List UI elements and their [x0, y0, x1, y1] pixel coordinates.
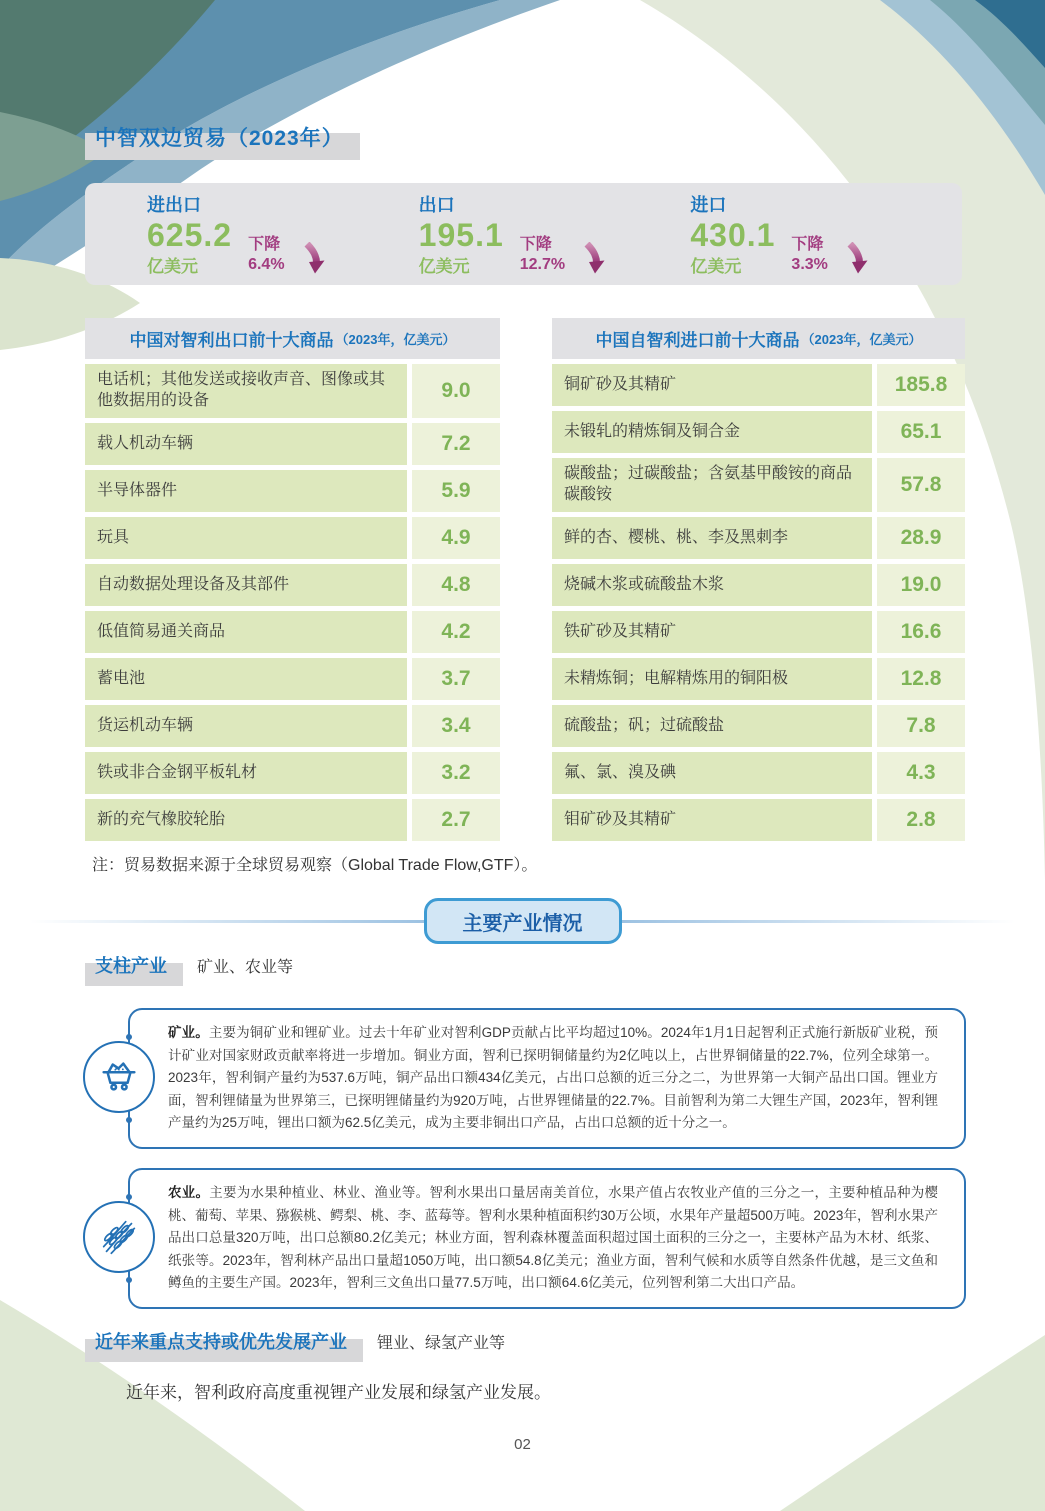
commodity-name: 铁矿砂及其精矿: [552, 611, 872, 653]
commodity-value: 7.8: [877, 705, 965, 747]
table-subtitle: （2023年，亿美元）: [801, 332, 922, 347]
priority-industries-row: [95, 1328, 505, 1354]
commodity-name: 低值简易通关商品: [85, 611, 407, 653]
commodity-name: 货运机动车辆: [85, 705, 407, 747]
down-arrow-icon: [844, 242, 869, 277]
commodity-name: 钼矿砂及其精矿: [552, 799, 872, 841]
commodity-value: 3.2: [412, 752, 500, 794]
commodity-name: 未锻轧的精炼铜及铜合金: [552, 411, 872, 453]
commodity-value: 16.6: [877, 611, 965, 653]
divider-line: [30, 920, 424, 923]
table-header: [552, 318, 965, 359]
change-label: 下降: [248, 235, 281, 253]
stat-unit: 亿美元: [690, 257, 742, 277]
stat-value: 430.1: [690, 216, 776, 253]
priority-label: 近年来重点支持或优先发展产业: [95, 1328, 347, 1354]
table-row: [85, 564, 500, 606]
table-row: [85, 705, 500, 747]
stat-label: 出口: [418, 194, 455, 215]
pillar-industries-row: [95, 952, 293, 978]
table-row: [85, 423, 500, 465]
commodity-name: 电话机；其他发送或接收声音、图像或其他数据用的设备: [85, 364, 407, 418]
table-title: 中国自智利进口前十大商品: [595, 331, 800, 350]
mine-cart-icon: [83, 1041, 155, 1113]
change-label: 下降: [791, 235, 824, 253]
stat-value: 195.1: [418, 216, 504, 253]
commodity-name: 玩具: [85, 517, 407, 559]
commodity-value: 4.3: [877, 752, 965, 794]
industry-lead: 矿业。: [168, 1025, 209, 1040]
stat-total-trade: [147, 191, 419, 277]
table-row: [85, 799, 500, 841]
commodity-value: 4.8: [412, 564, 500, 606]
table-row: [552, 564, 965, 606]
change-label: 下降: [519, 235, 552, 253]
industry-text: 主要为铜矿业和锂矿业。过去十年矿业对智利GDP贡献占比平均超过10%。2024年1月1日起智利正式施行新版矿业税，预计矿业对国家财政贡献率将进一步增加。铜业方面，智利已探明铜储量约为2亿吨以上，占世界铜储量的22.7%，位列全球第一。2023年，智利铜产量约为537.6万吨，铜产品出口额434亿美元，占出口总额的近三分之二，为世界第一大铜产品出口国。锂业方面，智利锂储量为世界第三，已探明锂储量约为920万吨，占世界锂储量的22.7%。目前智利为第二大锂生产国，2023年，智利锂产量约为25万吨，锂出口额为62.5亿美元，成为主要非铜出口产品，占出口总额的近十分之一。: [168, 1025, 938, 1131]
table-row: [85, 470, 500, 512]
commodity-value: 5.9: [412, 470, 500, 512]
pillar-label: 支柱产业: [95, 952, 167, 978]
priority-desc: 锂业、绿氢产业等: [377, 1335, 506, 1352]
table-row: [552, 705, 965, 747]
commodity-value: 4.9: [412, 517, 500, 559]
commodity-name: 新的充气橡胶轮胎: [85, 799, 407, 841]
table-row: [552, 752, 965, 794]
commodity-value: 57.8: [877, 458, 965, 512]
commodity-name: 硫酸盐；矾；过硫酸盐: [552, 705, 872, 747]
commodity-name: 烧碱木浆或硫酸盐木浆: [552, 564, 872, 606]
commodity-value: 7.2: [412, 423, 500, 465]
commodity-name: 铁或非合金钢平板轧材: [85, 752, 407, 794]
table-row: [85, 611, 500, 653]
pillar-desc: 矿业、农业等: [197, 959, 294, 976]
table-row: [552, 411, 965, 453]
stat-label: 进口: [690, 194, 727, 215]
priority-paragraph: 近年来，智利政府高度重视锂产业发展和绿氢产业发展。: [126, 1383, 551, 1402]
commodity-name: 蓄电池: [85, 658, 407, 700]
stat-label: 进出口: [147, 194, 201, 215]
industry-text: 主要为水果种植业、林业、渔业等。智利水果出口量居南美首位，水果产值占农牧业产值的三分之一，主要种植品种为樱桃、葡萄、苹果、猕猴桃、鳄梨、桃、李、蓝莓等。智利水果种植面积约30万公顷，水果年产量超500万吨。2023年，智利水果产品出口总量320万吨，出口总额80.2亿美元；林业方面，智利森林覆盖面积超过国土面积的三分之一，主要林产品为木材、纸浆、纸张等。2023年，智利林产品出口量超1050万吨，出口额54.8亿美元；渔业方面，智利气候和水质等自然条件优越，是三文鱼和鳟鱼的主要生产国。2023年，智利三文鱼出口量77.5万吨，出口额64.6亿美元，位列智利第二大出口产品。: [168, 1185, 939, 1291]
commodity-name: 载人机动车辆: [85, 423, 407, 465]
data-source-note: 注：贸易数据来源于全球贸易观察（Global Trade Flow,GTF）。: [92, 857, 538, 874]
mining-callout: [128, 1008, 966, 1149]
table-row: [85, 658, 500, 700]
table-title: 中国对智利出口前十大商品: [129, 331, 334, 350]
commodity-value: 2.8: [877, 799, 965, 841]
commodity-name: 碳酸盐；过碳酸盐；含氨基甲酸铵的商品碳酸铵: [552, 458, 872, 512]
industry-lead: 农业。: [168, 1185, 210, 1200]
commodity-name: 半导体器件: [85, 470, 407, 512]
table-row: [85, 752, 500, 794]
down-arrow-icon: [301, 242, 326, 277]
commodity-name: 铜矿砂及其精矿: [552, 364, 872, 406]
page-title: 中智双边贸易（2023年）: [95, 122, 344, 152]
import-commodities-table: [552, 318, 965, 841]
stat-exports: [419, 191, 691, 277]
stat-unit: 亿美元: [147, 257, 198, 277]
change-value: 3.3%: [791, 256, 828, 274]
section-title: 主要产业情况: [424, 898, 622, 944]
agriculture-callout: [128, 1168, 966, 1309]
commodity-name: 氟、氯、溴及碘: [552, 752, 872, 794]
commodity-value: 3.4: [412, 705, 500, 747]
commodity-value: 185.8: [877, 364, 965, 406]
stat-unit: 亿美元: [418, 257, 470, 277]
commodity-name: 自动数据处理设备及其部件: [85, 564, 407, 606]
table-row: [85, 364, 500, 418]
commodity-value: 2.7: [412, 799, 500, 841]
commodity-value: 9.0: [412, 364, 500, 418]
stat-imports: [690, 191, 962, 277]
trade-stats-panel: [85, 183, 962, 285]
table-row: [552, 658, 965, 700]
divider-line: [622, 920, 1016, 923]
commodity-value: 65.1: [877, 411, 965, 453]
table-row: [552, 364, 965, 406]
section-divider: [30, 898, 1015, 944]
commodity-value: 28.9: [877, 517, 965, 559]
page-number: 02: [514, 1436, 531, 1453]
commodity-value: 3.7: [412, 658, 500, 700]
down-arrow-icon: [581, 242, 606, 277]
commodity-name: 鲜的杏、樱桃、桃、李及黑刺李: [552, 517, 872, 559]
table-row: [552, 458, 965, 512]
commodity-value: 19.0: [877, 564, 965, 606]
table-subtitle: （2023年，亿美元）: [335, 332, 456, 347]
table-row: [85, 517, 500, 559]
stat-value: 625.2: [147, 216, 233, 253]
table-row: [552, 799, 965, 841]
commodity-name: 未精炼铜；电解精炼用的铜阳极: [552, 658, 872, 700]
wheat-icon: [83, 1201, 155, 1273]
change-value: 6.4%: [248, 256, 285, 274]
export-commodities-table: [85, 318, 500, 841]
commodity-value: 12.8: [877, 658, 965, 700]
table-row: [552, 611, 965, 653]
change-value: 12.7%: [519, 256, 566, 274]
commodity-value: 4.2: [412, 611, 500, 653]
table-row: [552, 517, 965, 559]
table-header: [85, 318, 500, 359]
